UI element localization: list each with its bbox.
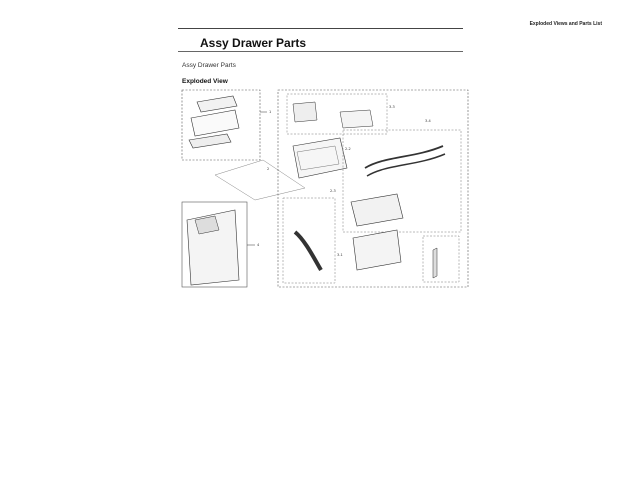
cabinet-group <box>182 202 260 287</box>
exploded-view-diagram <box>175 80 475 295</box>
callout-9: 3-1 <box>337 253 343 257</box>
drawer-panel-group <box>182 90 271 160</box>
callout-8: 2-3 <box>330 189 336 193</box>
dispenser-assembly-group <box>278 90 468 287</box>
callout-1: 1 <box>269 110 272 114</box>
header-rule <box>178 28 463 29</box>
page-title: Assy Drawer Parts <box>200 36 307 50</box>
title-rule <box>178 51 463 52</box>
section-title: Assy Drawer Parts <box>182 62 236 69</box>
callout-4: 4 <box>257 243 260 247</box>
subsection-title: Exploded View <box>182 78 228 85</box>
callout-6: 3-4 <box>425 119 431 123</box>
callout-7: 2-2 <box>345 147 351 151</box>
callout-5: 3-3 <box>389 105 395 109</box>
header-section-label: Exploded Views and Parts List <box>529 21 602 27</box>
callout-2: 2 <box>267 167 270 171</box>
